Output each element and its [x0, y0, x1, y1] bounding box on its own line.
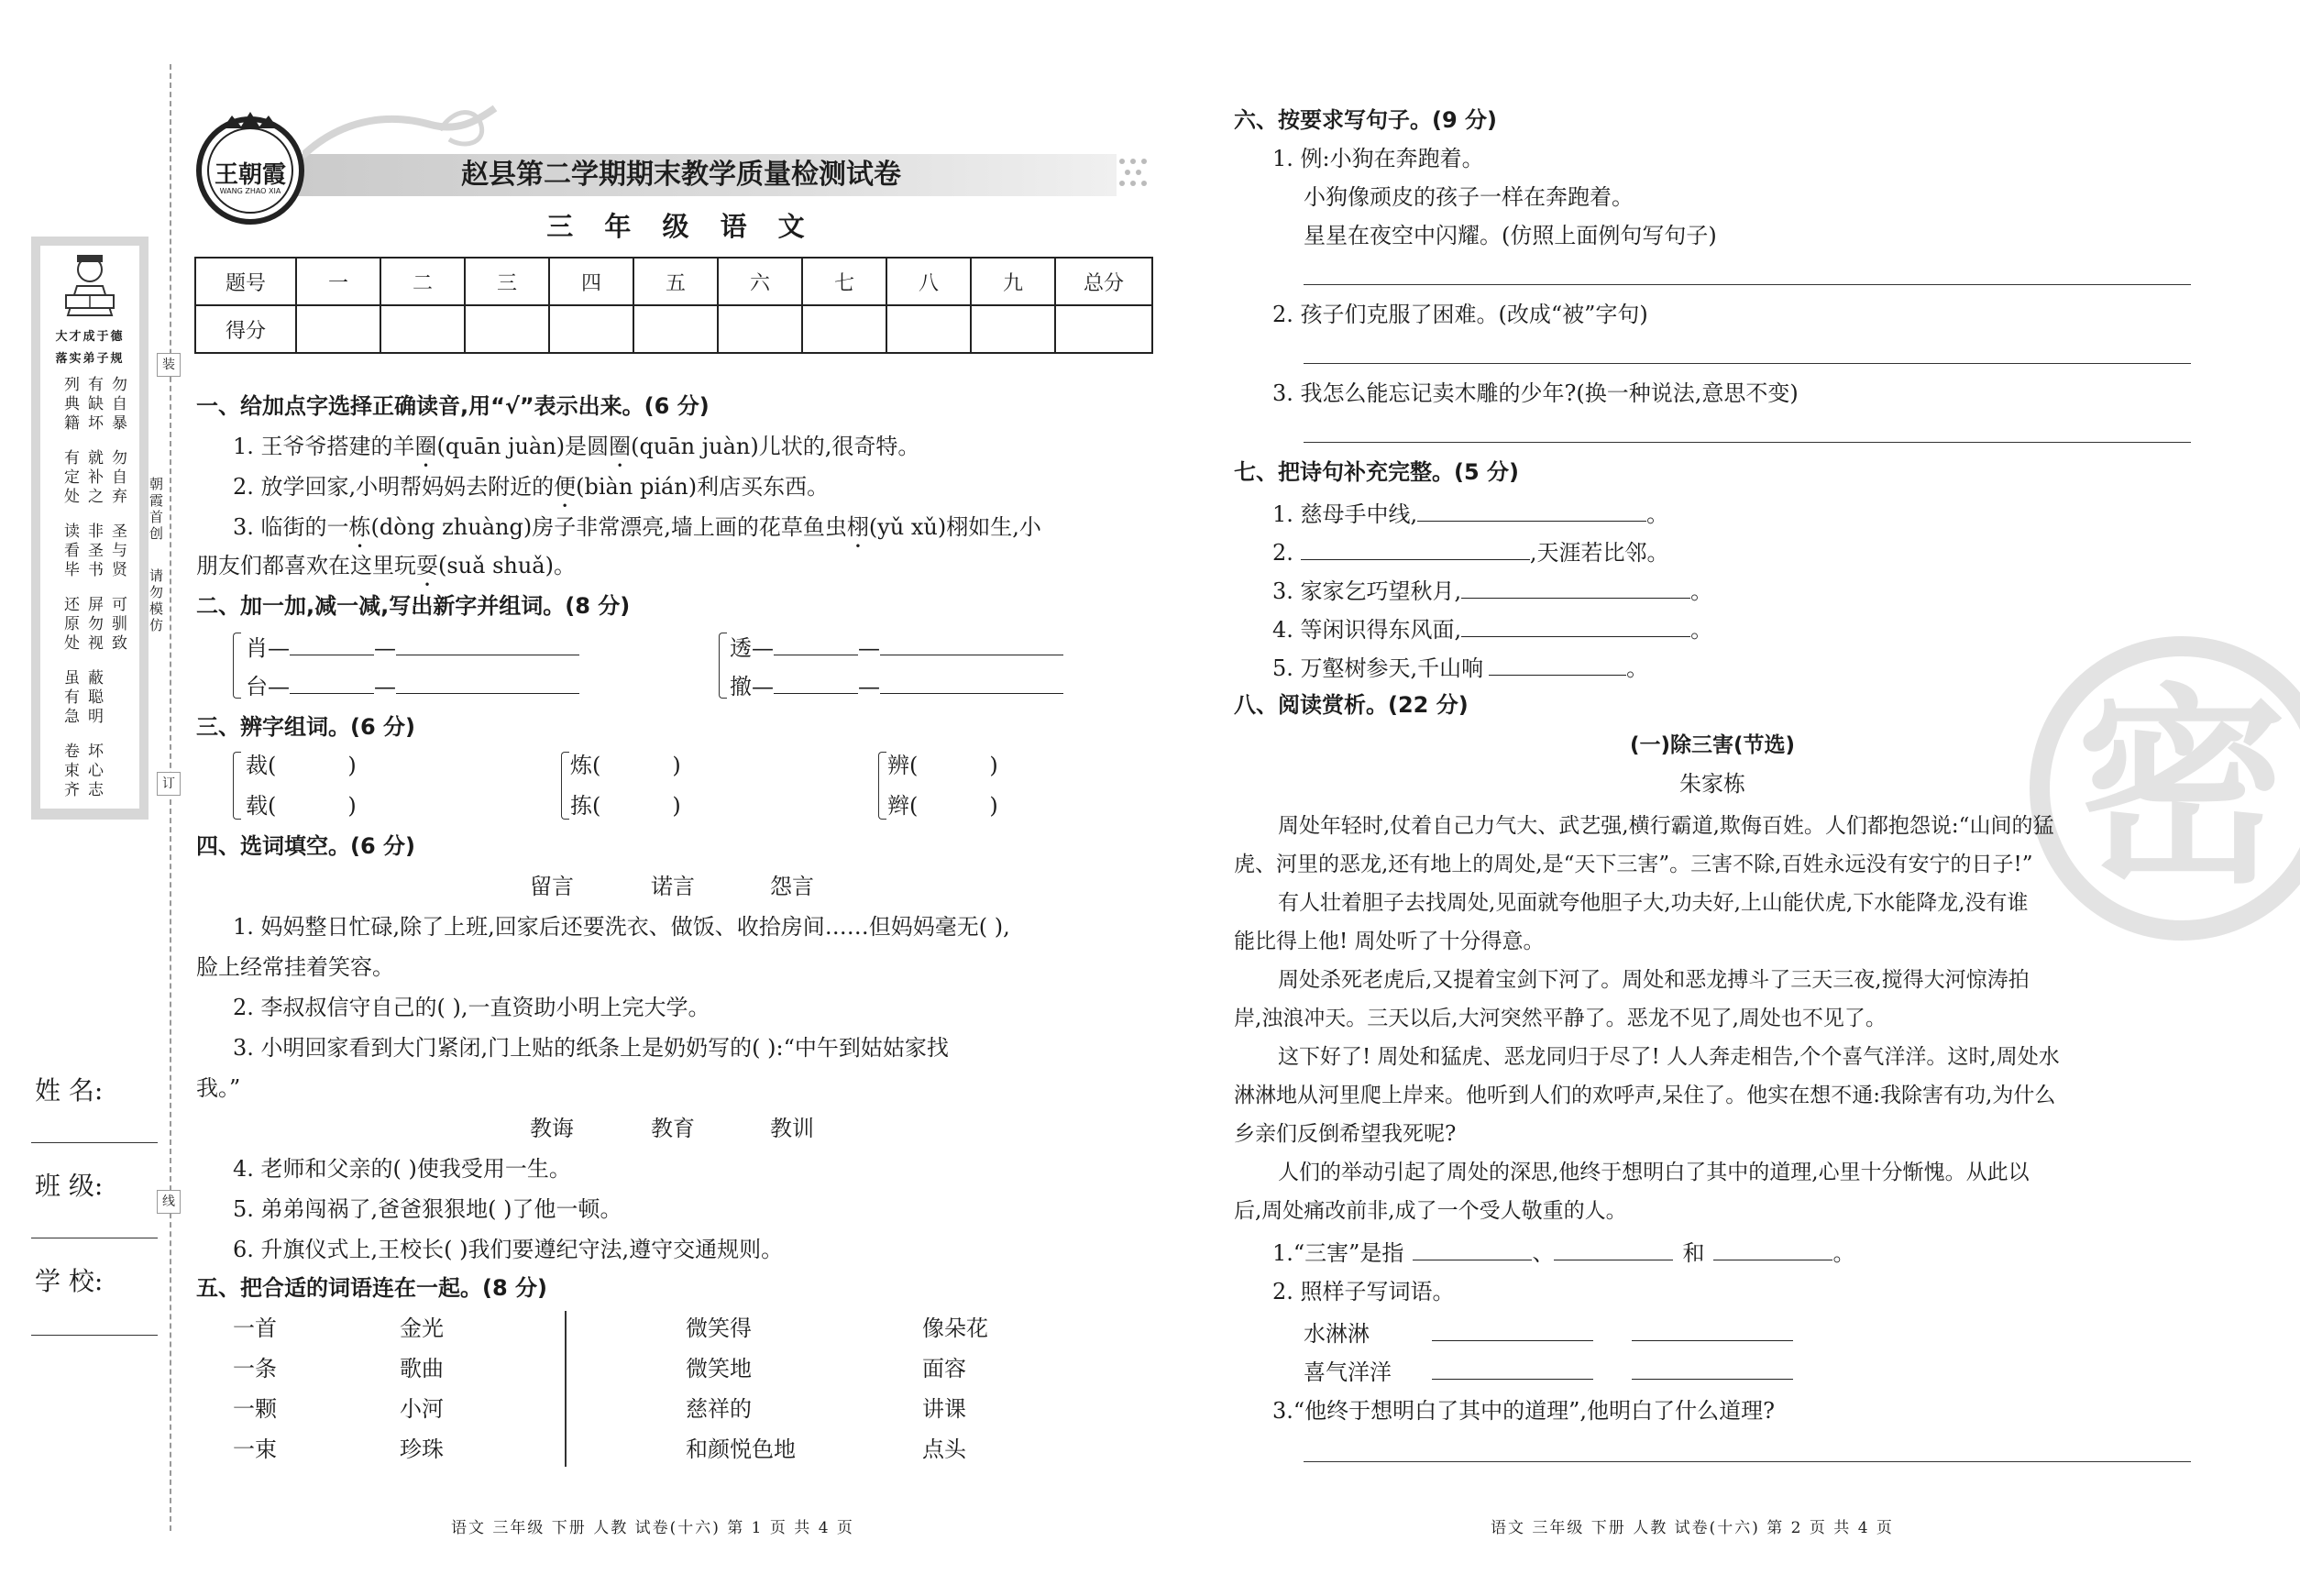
answer-blank[interactable] — [1417, 499, 1646, 522]
score-cell[interactable] — [886, 305, 971, 353]
s2-char: 台— — [246, 674, 290, 699]
answer-line[interactable] — [1304, 1461, 2191, 1462]
text: 。 — [1690, 578, 1713, 604]
motto-column: 屏勿视 — [84, 596, 103, 654]
answer-blank[interactable] — [1413, 1238, 1532, 1260]
score-header-cell: 六 — [718, 258, 802, 305]
text: 喜气洋洋 — [1304, 1359, 1392, 1385]
matching-word[interactable]: 微笑地 — [686, 1356, 752, 1381]
pinyin-options[interactable]: (quān juàn)儿状的,很奇特。 — [631, 434, 920, 459]
binding-mark-2: 订 — [157, 772, 181, 796]
text: ,天涯若比邻。 — [1529, 540, 1669, 566]
score-cell[interactable] — [633, 305, 718, 353]
motto-column: 列典籍 — [61, 376, 79, 434]
word-option: 教诲 — [530, 1116, 574, 1141]
passage-author: 朱家栋 — [1679, 771, 1745, 797]
logo-subtext: WANG ZHAO XIA — [219, 187, 281, 195]
matching-word[interactable]: 和颜悦色地 — [686, 1436, 796, 1462]
s8-example-1 — [1304, 1318, 1793, 1348]
score-header-cell: 三 — [465, 258, 549, 305]
dotted-char: 栋 — [348, 514, 371, 540]
text: 。 — [1646, 501, 1669, 527]
s2-item: 肖— — — [246, 633, 579, 662]
answer-blank[interactable] — [1432, 1318, 1593, 1341]
pinyin-options[interactable]: (dòng zhuàng)房子非常漂亮,墙上画的花草鱼虫 — [370, 514, 847, 540]
answer-blank[interactable] — [1554, 1238, 1673, 1260]
confidential-stamp — [2026, 633, 2300, 944]
passage-line: 乡亲们反倒希望我死呢? — [1234, 1122, 1457, 1146]
paren-close: ) — [347, 793, 357, 819]
matching-word[interactable]: 慈祥的 — [686, 1396, 752, 1422]
matching-word[interactable]: 面容 — [922, 1356, 966, 1381]
s8-example-2 — [1304, 1357, 1793, 1386]
text: 水淋淋 — [1304, 1321, 1370, 1347]
text: 1. 慈母手中线, — [1272, 501, 1418, 527]
score-cell[interactable] — [802, 305, 886, 353]
brace — [878, 752, 886, 820]
s2-char: 撤— — [730, 674, 774, 699]
answer-blank[interactable] — [880, 633, 1063, 655]
s1-question-2 — [233, 473, 829, 512]
s3-char: 炼( — [570, 753, 601, 778]
vertical-note-2: 请勿模仿 — [148, 568, 164, 634]
brace — [233, 633, 241, 699]
s3-char: 裁( — [246, 753, 277, 778]
passage-line: 这下好了! 周处和猛虎、恶龙同归于尽了! 人人奔走相告,个个喜气洋洋。这时,周处水 — [1278, 1045, 2060, 1069]
answer-blank[interactable] — [1301, 537, 1530, 560]
answer-blank[interactable] — [1461, 576, 1690, 599]
matching-word[interactable]: 一首 — [233, 1315, 277, 1341]
s4-question-4[interactable]: 4. 老师和父亲的( )使我受用一生。 — [233, 1156, 571, 1182]
vertical-note-1: 朝霞首创 — [148, 477, 164, 543]
brace — [233, 752, 241, 820]
pinyin-options[interactable]: (yǔ xǔ)栩如生,小 — [868, 514, 1041, 540]
answer-line[interactable] — [1304, 363, 2191, 364]
exam-title: 赵县第二学期期末教学质量检测试卷 — [461, 159, 901, 191]
pinyin-options[interactable]: (quān juàn)是圆 — [436, 434, 610, 459]
matching-word[interactable]: 小河 — [400, 1396, 444, 1422]
s1-question-1 — [233, 433, 919, 472]
motto-column: 可驯致 — [108, 596, 127, 654]
word-option: 留言 — [530, 874, 574, 899]
score-header-cell: 总分 — [1055, 258, 1152, 305]
text: 4. 等闲识得东风面, — [1272, 617, 1462, 643]
name-label: 姓 名: — [35, 1075, 104, 1106]
score-cell[interactable] — [549, 305, 633, 353]
answer-blank[interactable] — [1461, 614, 1690, 637]
s7-question-4 — [1272, 614, 1712, 644]
s7-question-5 — [1272, 653, 1648, 682]
matching-word[interactable]: 一条 — [233, 1356, 277, 1381]
exam-subtitle: 三 年 级 语 文 — [546, 211, 816, 242]
motto-column: 卷束齐 — [61, 743, 79, 800]
motto-column: 还原处 — [61, 596, 79, 654]
school-field[interactable] — [31, 1335, 158, 1336]
text: 1.“三害”是指 — [1272, 1240, 1404, 1266]
matching-word[interactable]: 微笑得 — [686, 1315, 752, 1341]
s2-item: 台— — — [246, 671, 579, 700]
motto-tag-1: 大才成于德 — [55, 330, 125, 344]
s3-char: 辫( — [887, 793, 919, 819]
text: 3. 家家乞巧望秋月, — [1272, 578, 1462, 604]
s3-item[interactable] — [246, 792, 357, 820]
score-header-cell: 九 — [971, 258, 1055, 305]
passage-line: 人们的举动引起了周处的深思,他终于想明白了其中的道理,心里十分惭愧。从此以 — [1278, 1161, 2030, 1184]
paren-close: ) — [672, 753, 681, 778]
text: 。 — [1626, 655, 1649, 681]
matching-word[interactable]: 歌曲 — [400, 1356, 444, 1381]
passage-line: 淋淋地从河里爬上岸来。他听到人们的欢呼声,呆住了。他实在想不通:我除害有功,为什么 — [1234, 1084, 2056, 1107]
passage-line: 虎、河里的恶龙,还有地上的周处,是“天下三害”。三害不除,百姓永远没有安宁的日子!” — [1234, 853, 2033, 876]
dotted-char: 栩 — [846, 514, 869, 540]
s1-question-3-cont — [196, 552, 576, 591]
score-cell[interactable] — [465, 305, 549, 353]
score-row-label: 得分 — [195, 305, 296, 353]
logo-text: 王朝霞 — [214, 161, 286, 189]
class-label: 班 级: — [35, 1171, 104, 1201]
matching-word[interactable]: 一颗 — [233, 1396, 277, 1422]
s8-question-1 — [1272, 1238, 1854, 1267]
s3-char: 拣( — [570, 793, 601, 819]
s4-question-1-cont: 脸上经常挂着笑容。 — [196, 954, 394, 980]
word-option: 诺言 — [651, 874, 695, 899]
motto-column: 勿自暴 — [108, 376, 127, 434]
s2-item: 撤— — — [730, 671, 1063, 700]
text: 5. 万壑树参天,千山响 — [1272, 655, 1484, 681]
brace — [561, 752, 569, 820]
score-cell[interactable] — [296, 305, 380, 353]
s3-char: 载( — [246, 793, 277, 819]
passage-line: 周处年轻时,仗着自己力气大、武艺强,横行霸道,欺侮百姓。人们都抱怨说:“山间的猛 — [1278, 814, 2054, 838]
s4-question-6[interactable]: 6. 升旗仪式上,王校长( )我们要遵纪守法,遵守交通规则。 — [233, 1237, 784, 1262]
section-3-title: 三、辨字组词。(6 分) — [196, 714, 415, 740]
brace — [719, 633, 727, 699]
s1-question-3 — [233, 513, 1041, 553]
paren-close: ) — [989, 753, 998, 778]
s4-question-5[interactable]: 5. 弟弟闯祸了,爸爸狠狠地( )了他一顿。 — [233, 1196, 622, 1222]
s7-question-2 — [1272, 537, 1669, 567]
matching-word[interactable]: 金光 — [400, 1315, 444, 1341]
passage-line: 有人壮着胆子去找周处,见面就夸他胆子大,功夫好,上山能伏虎,下水能降龙,没有谁 — [1278, 891, 2029, 915]
section-7-title: 七、把诗句补充完整。(5 分) — [1234, 459, 1519, 485]
student-reading-icon — [59, 251, 121, 319]
matching-divider — [565, 1311, 567, 1467]
answer-blank[interactable] — [1713, 1238, 1832, 1260]
title-band-dots — [1117, 154, 1153, 196]
s3-item[interactable] — [570, 792, 681, 820]
matching-word[interactable]: 讲课 — [922, 1396, 966, 1422]
section-5-title: 五、把合适的词语连在一起。(8 分) — [196, 1275, 547, 1301]
s2-item: 透— — — [730, 633, 1063, 662]
answer-blank[interactable] — [1489, 653, 1626, 676]
binding-mark-1: 装 — [157, 353, 181, 377]
s4-question-1[interactable]: 1. 妈妈整日忙碌,除了上班,回家后还要洗衣、做饭、收拾房间……但妈妈毫无( ), — [233, 914, 1010, 940]
s6-question-1: 1. 例:小狗在奔跑着。 — [1272, 146, 1484, 171]
text: 2. 放学回家,小明帮妈妈去附近的 — [233, 474, 555, 500]
score-cell[interactable] — [718, 305, 802, 353]
motto-column: 就补之 — [84, 449, 103, 507]
motto-column: 非圣书 — [84, 523, 103, 580]
section-8-title: 八、阅读赏析。(22 分) — [1234, 692, 1469, 718]
passage-line: 能比得上他! 周处听了十分得意。 — [1234, 930, 1545, 953]
score-header-cell: 题号 — [195, 258, 296, 305]
text: 。 — [1690, 617, 1713, 643]
s6-question-2: 2. 孩子们克服了困难。(改成“被”字句) — [1272, 302, 1648, 327]
text: 3. 临街的一 — [233, 514, 349, 540]
fold-line — [170, 64, 171, 1531]
dotted-char: 圈 — [414, 434, 437, 459]
answer-blank[interactable] — [774, 633, 858, 655]
s6-question-3: 3. 我怎么能忘记卖木雕的少年?(换一种说法,意思不变) — [1272, 380, 1799, 406]
footer-right: 语文 三年级 下册 人教 试卷(十六) 第 2 页 共 4 页 — [1491, 1519, 1894, 1537]
score-header-row — [195, 258, 1152, 305]
answer-blank[interactable] — [396, 671, 579, 694]
score-cell[interactable] — [380, 305, 465, 353]
score-header-cell: 一 — [296, 258, 380, 305]
section-1-title: 一、给加点字选择正确读音,用“√”表示出来。(6 分) — [196, 393, 710, 419]
text: 1. 王爷爷搭建的羊 — [233, 434, 415, 459]
motto-column: 有定处 — [61, 449, 79, 507]
score-header-cell: 七 — [802, 258, 886, 305]
s2-char: 肖— — [246, 635, 290, 661]
binding-mark-3: 线 — [157, 1190, 181, 1214]
motto-column: 圣与贤 — [108, 523, 127, 580]
answer-blank[interactable] — [774, 671, 858, 694]
s2-char: 透— — [730, 635, 774, 661]
score-table — [194, 257, 1153, 354]
s3-item[interactable] — [246, 752, 357, 779]
score-header-cell: 五 — [633, 258, 718, 305]
score-header-cell: 八 — [886, 258, 971, 305]
score-cell[interactable] — [971, 305, 1055, 353]
s6-example: 小狗像顽皮的孩子一样在奔跑着。 — [1304, 184, 1634, 210]
section-6-title: 六、按要求写句子。(9 分) — [1234, 107, 1497, 133]
dotted-char: 耍 — [416, 553, 438, 578]
score-cell[interactable] — [1055, 305, 1152, 353]
motto-tag-2: 落实弟子规 — [55, 352, 125, 366]
motto-column: 读看毕 — [61, 523, 79, 580]
answer-blank[interactable] — [1432, 1357, 1593, 1380]
answer-blank[interactable] — [1632, 1318, 1793, 1341]
answer-blank[interactable] — [396, 633, 579, 655]
matching-word[interactable]: 珍珠 — [400, 1436, 444, 1462]
footer-left: 语文 三年级 下册 人教 试卷(十六) 第 1 页 共 4 页 — [451, 1519, 854, 1537]
s3-item[interactable] — [887, 752, 998, 779]
motto-column: 虽有急 — [61, 669, 79, 727]
school-label: 学 校: — [35, 1266, 104, 1296]
text: 、 — [1532, 1240, 1555, 1266]
text: 2. — [1272, 540, 1293, 566]
answer-blank[interactable] — [290, 671, 374, 694]
answer-blank[interactable] — [290, 633, 374, 655]
dotted-char: 便 — [554, 474, 577, 500]
word-option: 教育 — [651, 1116, 695, 1141]
dotted-char: 圈 — [609, 434, 632, 459]
paren-close: ) — [347, 753, 357, 778]
stamp-char: 密 — [2075, 665, 2287, 912]
s3-item[interactable] — [887, 792, 998, 820]
name-field[interactable] — [31, 1142, 158, 1143]
score-row — [195, 305, 1152, 353]
matching-word[interactable]: 一束 — [233, 1436, 277, 1462]
paren-close: ) — [672, 793, 681, 819]
motto-column: 勿自弃 — [108, 449, 127, 507]
s7-question-3 — [1272, 576, 1712, 605]
answer-blank[interactable] — [880, 671, 1063, 694]
motto-panel — [31, 237, 149, 820]
s4-question-2[interactable]: 2. 李叔叔信守自己的( ),一直资助小明上完大学。 — [233, 995, 710, 1020]
pinyin-options[interactable]: (suǎ shuǎ)。 — [438, 553, 576, 578]
score-header-cell: 四 — [549, 258, 633, 305]
s8-question-3: 3.“他终于想明白了其中的道理”,他明白了什么道理? — [1272, 1398, 1775, 1424]
section-2-title: 二、加一加,减一减,写出新字并组词。(8 分) — [196, 593, 631, 619]
motto-column: 蔽聪明 — [84, 669, 103, 727]
answer-line[interactable] — [1304, 284, 2191, 285]
passage-line: 岸,浊浪冲天。三天以后,大河突然平静了。恶龙不见了,周处也不见了。 — [1234, 1007, 1887, 1030]
motto-column: 有缺坏 — [84, 376, 103, 434]
s7-question-1 — [1272, 499, 1668, 528]
motto-column: 坏心志 — [84, 743, 103, 800]
paren-close: ) — [989, 793, 998, 819]
s4-question-3[interactable]: 3. 小明回家看到大门紧闭,门上贴的纸条上是奶奶写的( ):“中午到姑姑家找 — [233, 1035, 949, 1061]
s3-char: 辨( — [887, 753, 919, 778]
passage-line: 后,周处痛改前非,成了一个受人敬重的人。 — [1234, 1199, 1627, 1223]
word-option: 怨言 — [770, 874, 814, 899]
passage-line: 周处杀死老虎后,又提着宝剑下河了。周处和恶龙搏斗了三天三夜,搅得大河惊涛拍 — [1278, 968, 2030, 992]
text: 朋友们都喜欢在这里玩 — [196, 553, 416, 578]
s8-question-2: 2. 照样子写词语。 — [1272, 1279, 1455, 1304]
s4-question-3-cont: 我。” — [196, 1075, 241, 1101]
word-option: 教训 — [770, 1116, 814, 1141]
s6-prompt: 星星在夜空中闪耀。(仿照上面例句写句子) — [1304, 223, 1717, 248]
pinyin-options[interactable]: (biàn pián)利店买东西。 — [576, 474, 830, 500]
answer-line[interactable] — [1304, 442, 2191, 443]
s3-item[interactable] — [570, 752, 681, 779]
text: 和 — [1682, 1240, 1705, 1266]
matching-word[interactable]: 像朵花 — [922, 1315, 988, 1341]
passage-title: (一)除三害(节选) — [1629, 733, 1796, 757]
text: 。 — [1832, 1240, 1855, 1266]
matching-word[interactable]: 点头 — [922, 1436, 966, 1462]
answer-blank[interactable] — [1632, 1357, 1793, 1380]
section-4-title: 四、选词填空。(6 分) — [196, 833, 415, 859]
score-header-cell: 二 — [380, 258, 465, 305]
